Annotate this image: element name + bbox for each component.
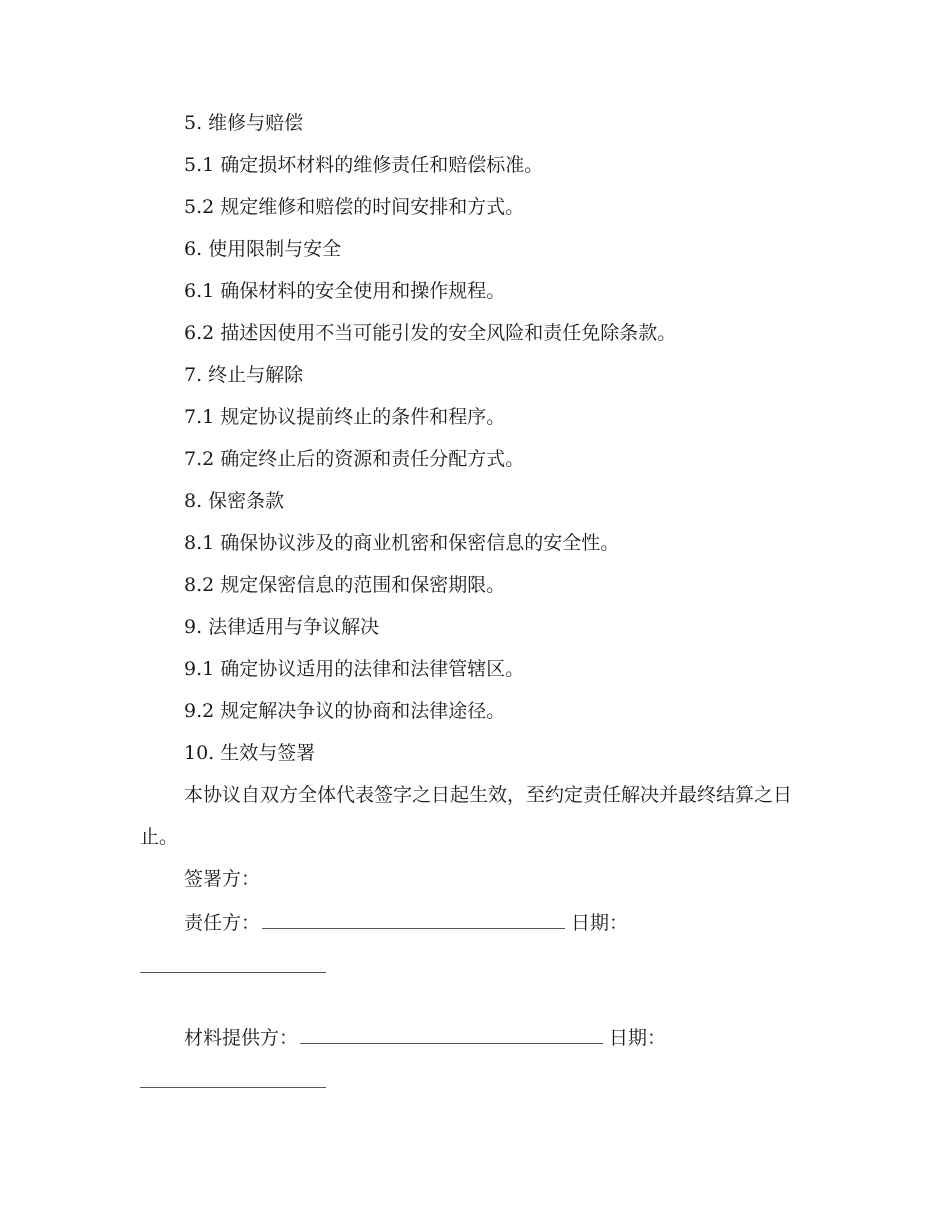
- signatories-label: 签署方：: [184, 868, 261, 890]
- clause-5-2: 5.2 规定维修和赔偿的时间安排和方式。: [184, 196, 525, 218]
- party-a-date-label: 日期：: [571, 912, 629, 934]
- spacer: [140, 973, 800, 1015]
- section-heading-5: 5. 维修与赔偿: [184, 112, 304, 134]
- effective-paragraph: 本协议自双方全体代表签字之日起生效，至约定责任解决并最终结算之日止。: [140, 784, 793, 848]
- party-b-signature-field[interactable]: [300, 1015, 603, 1044]
- section-heading-10: 10. 生效与签署: [184, 742, 316, 764]
- party-b-date-field[interactable]: [140, 1086, 326, 1088]
- section-heading-6: 6. 使用限制与安全: [184, 238, 342, 260]
- document-content: [140, 102, 800, 1088]
- clause-6-1: 6.1 确保材料的安全使用和操作规程。: [184, 280, 506, 302]
- clause-8-2: 8.2 规定保密信息的范围和保密期限。: [184, 574, 506, 596]
- clause-6-2: 6.2 描述因使用不当可能引发的安全风险和责任免除条款。: [184, 322, 677, 344]
- party-b-signature-row: [140, 1015, 800, 1057]
- party-a-label: 责任方：: [184, 912, 261, 934]
- party-b-label: 材料提供方：: [184, 1027, 299, 1049]
- clause-9-2: 9.2 规定解决争议的协商和法律途径。: [184, 700, 506, 722]
- clause-7-2: 7.2 确定终止后的资源和责任分配方式。: [184, 448, 525, 470]
- clause-7-1: 7.1 规定协议提前终止的条件和程序。: [184, 406, 506, 428]
- section-heading-8: 8. 保密条款: [184, 490, 285, 512]
- party-b-date-label: 日期：: [609, 1027, 667, 1049]
- clause-9-1: 9.1 确定协议适用的法律和法律管辖区。: [184, 658, 525, 680]
- party-a-signature-row: [140, 900, 800, 942]
- section-heading-7: 7. 终止与解除: [184, 364, 304, 386]
- section-heading-9: 9. 法律适用与争议解决: [184, 616, 380, 638]
- clause-8-1: 8.1 确保协议涉及的商业机密和保密信息的安全性。: [184, 532, 620, 554]
- clause-5-1: 5.1 确定损坏材料的维修责任和赔偿标准。: [184, 154, 544, 176]
- party-a-signature-field[interactable]: [262, 900, 565, 929]
